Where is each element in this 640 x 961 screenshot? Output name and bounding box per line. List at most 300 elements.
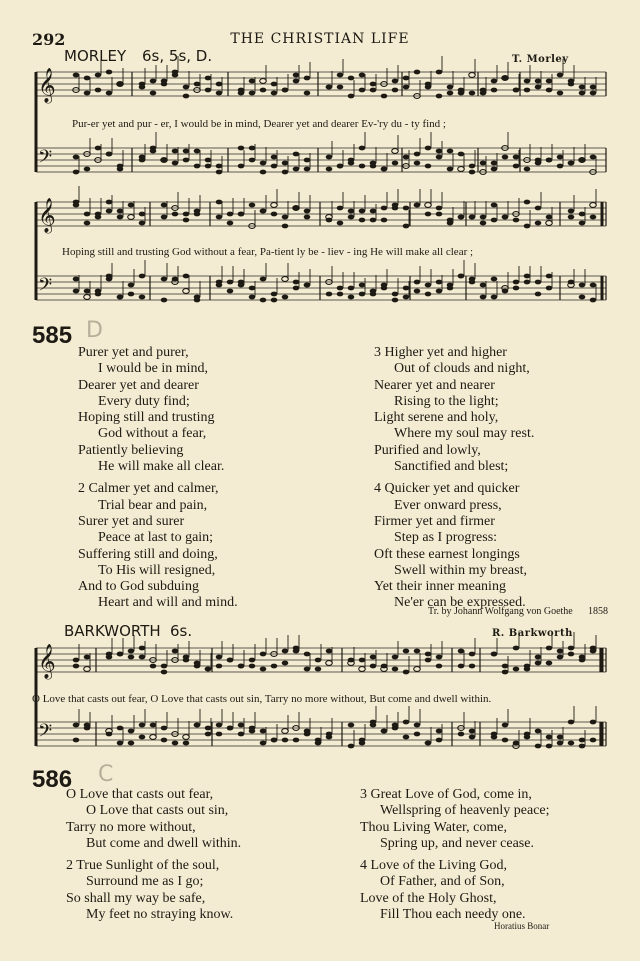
- verse-line: God without a fear,: [98, 426, 207, 442]
- hymn586-credit: Horatius Bonar: [494, 921, 550, 931]
- note-head: [392, 298, 399, 303]
- note-head: [139, 646, 146, 651]
- note-head: [117, 295, 124, 300]
- note-head: [546, 646, 553, 651]
- note-head: [304, 158, 311, 163]
- note-head: [205, 76, 212, 81]
- note-head: [139, 655, 146, 660]
- note-head: [524, 167, 531, 172]
- note-head: [557, 164, 564, 169]
- note-head: [282, 88, 289, 93]
- note-head: [392, 161, 399, 166]
- note-head: [469, 729, 476, 734]
- note-head: [403, 206, 410, 211]
- note-head: [403, 286, 410, 291]
- note-head: [425, 203, 432, 208]
- note-head: [139, 212, 146, 217]
- note-head: [282, 224, 289, 229]
- note-head: [590, 298, 597, 303]
- note-head: [513, 218, 520, 223]
- note-head: [524, 735, 531, 740]
- note-head: [370, 209, 377, 214]
- note-head: [359, 88, 366, 93]
- note-head: [249, 658, 256, 663]
- tune-composer-morley: T. Morley: [512, 54, 569, 65]
- note-head: [381, 206, 388, 211]
- note-head: [161, 298, 168, 303]
- verse-line: But come and dwell within.: [86, 835, 242, 851]
- note-head: [557, 655, 564, 660]
- note-head: [304, 209, 311, 214]
- note-head: [282, 161, 289, 166]
- note-head: [172, 741, 179, 746]
- note-head: [194, 212, 201, 217]
- note-head: [359, 741, 366, 746]
- note-head: [535, 292, 542, 297]
- note-head: [392, 149, 399, 154]
- note-head: [392, 88, 399, 93]
- hymn-number-586: 586: [32, 766, 73, 793]
- note-head: [84, 221, 91, 226]
- note-head: [293, 280, 300, 285]
- note-head: [282, 661, 289, 666]
- note-head: [260, 652, 267, 657]
- note-head: [84, 655, 91, 660]
- note-head: [260, 298, 267, 303]
- note-head: [161, 664, 168, 669]
- note-head: [293, 73, 300, 78]
- note-head: [436, 94, 443, 99]
- tune2-lyric-line1: O Love that casts out fear, O Love that casts out sin, Tarry no more without, But come and dwell within.: [32, 693, 492, 705]
- verse-line: 4 Quicker yet and quicker: [374, 481, 520, 497]
- note-head: [359, 283, 366, 288]
- note-head: [238, 280, 245, 285]
- note-head: [271, 155, 278, 160]
- note-head: [546, 286, 553, 291]
- note-head: [128, 729, 135, 734]
- note-head: [293, 646, 300, 651]
- note-head: [227, 289, 234, 294]
- note-head: [480, 283, 487, 288]
- verse-line: Dearer yet and dearer: [78, 377, 199, 393]
- note-head: [194, 82, 201, 87]
- verse-line: Step as I progress:: [394, 530, 498, 546]
- note-head: [216, 200, 223, 205]
- note-head: [73, 658, 80, 663]
- note-head: [447, 85, 454, 90]
- note-head: [128, 215, 135, 220]
- note-head: [73, 664, 80, 669]
- note-head: [348, 215, 355, 220]
- note-head: [403, 155, 410, 160]
- note-head: [403, 295, 410, 300]
- note-head: [337, 292, 344, 297]
- note-head: [524, 280, 531, 285]
- verse-line: My feet no straying know.: [86, 907, 234, 923]
- note-head: [293, 79, 300, 84]
- note-head: [381, 664, 388, 669]
- note-head: [216, 82, 223, 87]
- note-head: [84, 667, 91, 672]
- note-head: [161, 670, 168, 675]
- note-head: [458, 649, 465, 654]
- note-head: [95, 88, 102, 93]
- note-head: [381, 94, 388, 99]
- note-head: [568, 161, 575, 166]
- verse-line: Where my soul may rest.: [394, 426, 535, 442]
- tune-name-barkworth: BARKWORTH: [64, 622, 161, 640]
- note-head: [513, 164, 520, 169]
- note-head: [238, 164, 245, 169]
- note-head: [359, 292, 366, 297]
- note-head: [150, 664, 157, 669]
- note-head: [535, 79, 542, 84]
- bass-clef-icon: 𝄢: [38, 147, 53, 172]
- note-head: [546, 735, 553, 740]
- note-head: [436, 149, 443, 154]
- note-head: [326, 155, 333, 160]
- note-head: [84, 76, 91, 81]
- note-head: [216, 283, 223, 288]
- note-head: [84, 91, 91, 96]
- note-head: [172, 161, 179, 166]
- note-head: [150, 91, 157, 96]
- note-head: [436, 155, 443, 160]
- note-head: [315, 658, 322, 663]
- note-head: [568, 280, 575, 285]
- page-number: 292: [32, 30, 66, 49]
- note-head: [480, 295, 487, 300]
- note-head: [337, 206, 344, 211]
- note-head: [73, 73, 80, 78]
- note-head: [425, 82, 432, 87]
- verse-line: Light serene and holy,: [374, 410, 499, 426]
- note-head: [205, 88, 212, 93]
- note-head: [370, 655, 377, 660]
- note-head: [403, 720, 410, 725]
- verse-line: Out of clouds and night,: [394, 361, 530, 377]
- note-head: [106, 274, 113, 279]
- note-head: [469, 664, 476, 669]
- note-head: [238, 88, 245, 93]
- note-head: [436, 729, 443, 734]
- verse-line: O Love that casts out sin,: [86, 803, 229, 819]
- note-head: [458, 215, 465, 220]
- note-head: [535, 85, 542, 90]
- verse-line: Hoping still and trusting: [78, 410, 215, 426]
- note-head: [436, 70, 443, 75]
- note-head: [370, 164, 377, 169]
- hymn-number-585: 585: [32, 322, 73, 349]
- note-head: [139, 85, 146, 90]
- verse-line: Sanctified and blest;: [394, 459, 509, 475]
- note-head: [315, 667, 322, 672]
- verse-line: Heart and will and mind.: [98, 595, 238, 611]
- note-head: [502, 289, 509, 294]
- note-head: [84, 723, 91, 728]
- note-head: [414, 161, 421, 166]
- note-head: [117, 82, 124, 87]
- note-head: [535, 661, 542, 666]
- note-head: [359, 146, 366, 151]
- note-head: [271, 203, 278, 208]
- note-head: [117, 209, 124, 214]
- note-head: [128, 655, 135, 660]
- note-head: [161, 277, 168, 282]
- note-head: [513, 280, 520, 285]
- note-head: [293, 738, 300, 743]
- note-head: [359, 667, 366, 672]
- note-head: [524, 200, 531, 205]
- note-head: [139, 274, 146, 279]
- note-head: [260, 209, 267, 214]
- note-head: [150, 149, 157, 154]
- note-head: [403, 85, 410, 90]
- pencil-mark-585: D: [86, 318, 103, 343]
- verse-line: 4 Love of the Living God,: [360, 858, 507, 874]
- note-head: [557, 741, 564, 746]
- note-head: [392, 723, 399, 728]
- note-head: [480, 161, 487, 166]
- note-head: [524, 224, 531, 229]
- verse-line: 2 True Sunlight of the soul,: [66, 858, 220, 874]
- note-head: [271, 292, 278, 297]
- note-head: [568, 741, 575, 746]
- tune1-lyric-line2: Hoping still and trusting God without a fear, Pa-tient ly be - liev - ing He will make all clear ;: [62, 246, 474, 258]
- treble-clef-icon: 𝄞: [38, 68, 56, 103]
- note-head: [227, 221, 234, 226]
- verse-line: Rising to the light;: [394, 393, 499, 409]
- verse-line: O Love that casts out fear,: [66, 787, 214, 802]
- verse-line: Of Father, and of Son,: [380, 874, 505, 890]
- note-head: [326, 218, 333, 223]
- note-head: [326, 649, 333, 654]
- note-head: [414, 723, 421, 728]
- note-head: [513, 155, 520, 160]
- note-head: [95, 146, 102, 151]
- note-head: [381, 729, 388, 734]
- note-head: [491, 735, 498, 740]
- note-head: [546, 158, 553, 163]
- note-head: [106, 152, 113, 157]
- bass-clef-icon: 𝄢: [38, 275, 53, 300]
- note-head: [535, 158, 542, 163]
- note-head: [326, 661, 333, 666]
- note-head: [491, 203, 498, 208]
- note-head: [546, 661, 553, 666]
- note-head: [425, 292, 432, 297]
- note-head: [414, 289, 421, 294]
- tune-name-morley: MORLEY: [64, 47, 127, 65]
- note-head: [238, 723, 245, 728]
- bass-clef-icon: 𝄢: [38, 721, 53, 746]
- note-head: [304, 91, 311, 96]
- pencil-mark-586: C: [98, 762, 114, 787]
- note-head: [480, 215, 487, 220]
- note-head: [238, 212, 245, 217]
- note-head: [326, 735, 333, 740]
- note-head: [282, 295, 289, 300]
- note-head: [348, 658, 355, 663]
- note-head: [117, 215, 124, 220]
- note-head: [370, 292, 377, 297]
- note-head: [502, 215, 509, 220]
- note-head: [216, 655, 223, 660]
- note-head: [194, 164, 201, 169]
- note-head: [447, 91, 454, 96]
- note-head: [216, 215, 223, 220]
- note-head: [172, 149, 179, 154]
- note-head: [249, 79, 256, 84]
- hymn585-year: 1858: [588, 606, 608, 617]
- note-head: [491, 295, 498, 300]
- note-head: [95, 215, 102, 220]
- note-head: [183, 149, 190, 154]
- note-head: [183, 85, 190, 90]
- note-head: [370, 88, 377, 93]
- verse-line: Love of the Holy Ghost,: [360, 890, 497, 906]
- note-head: [590, 283, 597, 288]
- note-head: [194, 723, 201, 728]
- note-head: [469, 164, 476, 169]
- note-head: [249, 664, 256, 669]
- note-head: [161, 203, 168, 208]
- note-head: [106, 91, 113, 96]
- note-head: [84, 289, 91, 294]
- note-head: [370, 664, 377, 669]
- note-head: [590, 155, 597, 160]
- note-head: [183, 741, 190, 746]
- note-head: [370, 82, 377, 87]
- note-head: [546, 215, 553, 220]
- note-head: [128, 283, 135, 288]
- note-head: [260, 741, 267, 746]
- note-head: [348, 295, 355, 300]
- note-head: [546, 221, 553, 226]
- note-head: [249, 146, 256, 151]
- note-head: [524, 88, 531, 93]
- note-head: [106, 732, 113, 737]
- verse-line: Ever onward press,: [394, 497, 502, 513]
- note-head: [205, 726, 212, 731]
- note-head: [84, 295, 91, 300]
- note-head: [381, 218, 388, 223]
- note-head: [579, 91, 586, 96]
- verse-line: Patiently believing: [78, 442, 184, 458]
- note-head: [535, 206, 542, 211]
- note-head: [359, 209, 366, 214]
- note-head: [161, 215, 168, 220]
- verse-line: Purer yet and purer,: [78, 345, 189, 360]
- note-head: [128, 741, 135, 746]
- verse-line: Trial bear and pain,: [98, 497, 208, 513]
- verse-line: Oft these earnest longings: [374, 546, 520, 562]
- note-head: [205, 164, 212, 169]
- note-head: [480, 88, 487, 93]
- note-head: [425, 212, 432, 217]
- note-head: [425, 283, 432, 288]
- verse-line: Surround me as I go;: [86, 874, 204, 890]
- note-head: [491, 79, 498, 84]
- note-head: [249, 295, 256, 300]
- note-head: [436, 655, 443, 660]
- note-head: [205, 158, 212, 163]
- note-head: [106, 70, 113, 75]
- note-head: [436, 280, 443, 285]
- verse-line: Every duty find;: [98, 393, 190, 409]
- note-head: [260, 170, 267, 175]
- note-head: [216, 164, 223, 169]
- note-head: [436, 206, 443, 211]
- note-head: [414, 280, 421, 285]
- note-head: [271, 82, 278, 87]
- note-head: [370, 723, 377, 728]
- note-head: [590, 85, 597, 90]
- note-head: [150, 735, 157, 740]
- note-head: [568, 652, 575, 657]
- note-head: [304, 729, 311, 734]
- note-head: [491, 161, 498, 166]
- note-head: [535, 221, 542, 226]
- verse-line: Yet their inner meaning: [374, 579, 506, 595]
- note-head: [117, 726, 124, 731]
- note-head: [183, 218, 190, 223]
- note-head: [392, 79, 399, 84]
- note-head: [359, 218, 366, 223]
- note-head: [469, 170, 476, 175]
- note-head: [590, 91, 597, 96]
- note-head: [546, 744, 553, 749]
- note-head: [513, 646, 520, 651]
- note-head: [403, 76, 410, 81]
- note-head: [271, 664, 278, 669]
- note-head: [282, 170, 289, 175]
- verse-line: He will make all clear.: [98, 459, 225, 475]
- note-head: [579, 212, 586, 217]
- note-head: [458, 664, 465, 669]
- note-head: [282, 649, 289, 654]
- running-head: THE CHRISTIAN LIFE: [230, 31, 410, 47]
- note-head: [513, 286, 520, 291]
- note-head: [106, 209, 113, 214]
- note-head: [216, 732, 223, 737]
- note-head: [84, 212, 91, 217]
- note-head: [304, 215, 311, 220]
- note-head: [106, 655, 113, 660]
- note-head: [414, 649, 421, 654]
- hymn586-right-column: [360, 787, 550, 923]
- note-head: [128, 292, 135, 297]
- note-head: [436, 289, 443, 294]
- note-head: [480, 221, 487, 226]
- note-head: [447, 218, 454, 223]
- note-head: [315, 738, 322, 743]
- note-head: [568, 209, 575, 214]
- note-head: [238, 732, 245, 737]
- note-head: [304, 167, 311, 172]
- note-head: [458, 274, 465, 279]
- note-head: [348, 209, 355, 214]
- note-head: [458, 732, 465, 737]
- note-head: [348, 76, 355, 81]
- verse-line: Wellspring of heavenly peace;: [380, 803, 550, 819]
- note-head: [436, 212, 443, 217]
- note-head: [568, 720, 575, 725]
- note-head: [392, 667, 399, 672]
- verse-line: 3 Great Love of God, come in,: [360, 787, 532, 802]
- note-head: [271, 91, 278, 96]
- note-head: [557, 649, 564, 654]
